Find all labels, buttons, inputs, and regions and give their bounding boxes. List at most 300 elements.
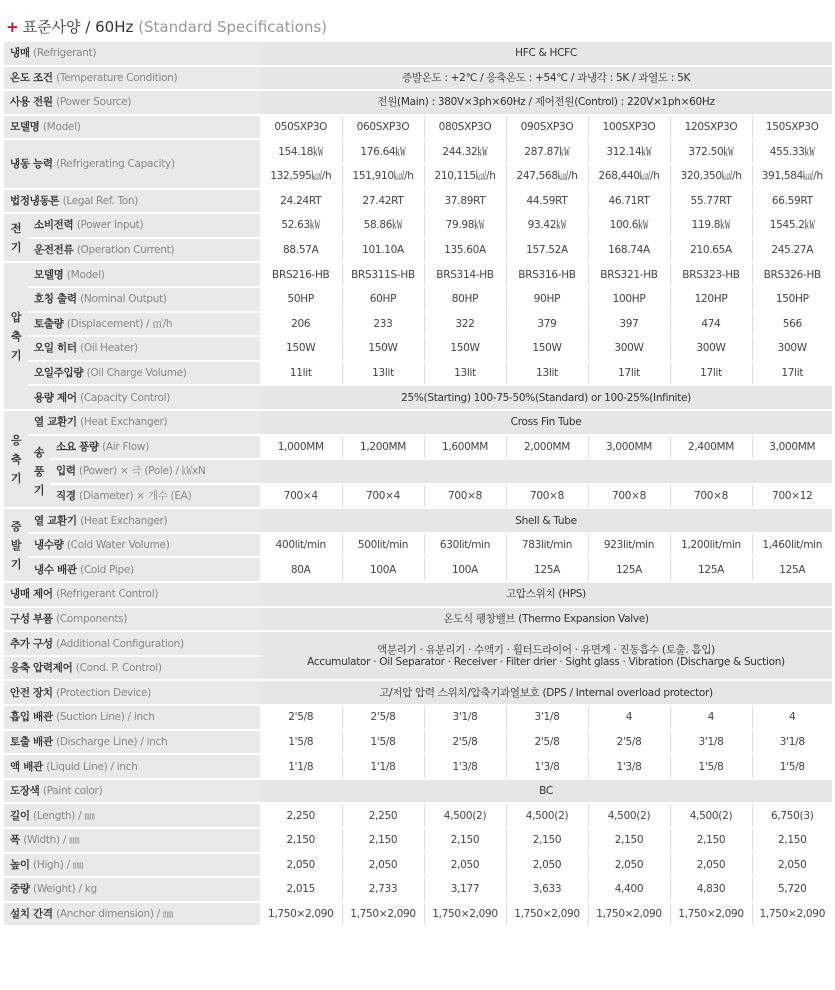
cell-value: 5,720 (752, 877, 832, 902)
cell-value: 1'3/8 (424, 754, 506, 779)
row-label-protection (4, 680, 260, 705)
cell-value: 3'1/8 (670, 730, 752, 755)
cell-value: 2,733 (342, 877, 424, 902)
label-ko: 토출 배관 (10, 735, 53, 748)
cell-value: 300W (752, 336, 832, 361)
label-en: (Power Source) (56, 96, 132, 109)
cell-value: 1,750×2,090 (342, 902, 424, 927)
row-label-components (4, 607, 260, 632)
row-label-comp_model (28, 262, 260, 287)
cell-value: 37.89RT (424, 189, 506, 214)
cell-value: BRS216-HB (260, 262, 342, 287)
cell-value: 300W (588, 336, 670, 361)
cell-value: BRS323-HB (670, 262, 752, 287)
cell-value: BRS311S-HB (342, 262, 424, 287)
label-ko: 냉매 (10, 47, 30, 60)
cell-value: 210,115㎉/h (424, 164, 506, 189)
cell-value: 44.59RT (506, 189, 588, 214)
cell-value: 1'3/8 (588, 754, 670, 779)
merged-value: 고/저압 압력 스위치/압축기과열보호 (DPS / Internal overload protector) (260, 680, 832, 705)
cell-value: 050SXP3O (260, 115, 342, 140)
label-en: (Oil Heater) (80, 342, 138, 355)
cell-value: BRS326-HB (752, 262, 832, 287)
label-en: (Diameter) × 개수 (EA) (79, 489, 192, 502)
cell-value: 1'1/8 (342, 754, 424, 779)
cell-value: 1'5/8 (752, 754, 832, 779)
plus-icon: + (6, 18, 19, 36)
cell-value: 566 (752, 312, 832, 337)
label-en: (Refrigerating Capacity) (56, 157, 175, 170)
merged-value: 전원(Main) : 380V×3ph×60Hz / 제어전원(Control) : 220V×1ph×60Hz (260, 90, 832, 115)
group-cond_group (4, 410, 28, 508)
row-label-paint (4, 779, 260, 804)
cell-value: 120SXP3O (670, 115, 752, 140)
label-en: (Model) (42, 121, 81, 134)
label-en: (Paint color) (42, 785, 103, 798)
row-label-anchor (4, 902, 260, 927)
row-protection (4, 680, 832, 705)
cell-value: 2,050 (342, 853, 424, 878)
label-en: (Air Flow) (102, 440, 150, 453)
label-en: (Suction Line) / inch (56, 711, 155, 724)
cell-value: BRS314-HB (424, 262, 506, 287)
label-en: (Additional Configuration) (56, 637, 184, 650)
row-label-length (4, 803, 260, 828)
label-en: (Length) / ㎜ (33, 809, 95, 822)
row-label-nominal (28, 287, 260, 312)
cell-value: 24.24RT (260, 189, 342, 214)
cell-value: 66.59RT (752, 189, 832, 214)
group-char: 발 (10, 538, 22, 552)
label-en: (Displacement) / ㎥/h (66, 317, 173, 330)
merged-value: Cross Fin Tube (260, 410, 832, 435)
label-ko: 냉수량 (34, 539, 64, 552)
cell-value: 233 (342, 312, 424, 337)
merged-value: Shell & Tube (260, 508, 832, 533)
label-ko: 소요 풍량 (56, 440, 99, 453)
row-power-source (4, 90, 832, 115)
label-ko: 호칭 출력 (34, 293, 77, 306)
cell-value: 101.10A (342, 238, 424, 263)
cell-value: 090SXP3O (506, 115, 588, 140)
cell-value: 2,250 (342, 803, 424, 828)
merged-value: 온도식 팽창밸브 (Thermo Expansion Valve) (260, 607, 832, 632)
cell-value: 90HP (506, 287, 588, 312)
cell-value: 3'1/8 (424, 705, 506, 730)
cell-value: 500lit/min (342, 533, 424, 558)
cell-value: BRS321-HB (588, 262, 670, 287)
cell-value: 4,400 (588, 877, 670, 902)
label-ko: 오일 히터 (34, 342, 77, 355)
label-ko: 흡입 배관 (10, 711, 53, 724)
cell-value: 455.33㎾ (752, 139, 832, 164)
cell-value: 150W (342, 336, 424, 361)
row-label-cond_hx (28, 410, 260, 435)
label-en: (Discharge Line) / inch (56, 735, 168, 748)
cell-value: 88.57A (260, 238, 342, 263)
cell-value: 60HP (342, 287, 424, 312)
cell-value: 6,750(3) (752, 803, 832, 828)
cell-value: 700×4 (342, 484, 424, 509)
row-temp (4, 66, 832, 91)
row-air-flow (4, 435, 832, 460)
row-high (4, 853, 832, 878)
label-ko: 용량 제어 (34, 391, 77, 404)
cell-value: 151,910㎉/h (342, 164, 424, 189)
row-label-op_current (28, 238, 260, 263)
cell-value: 312.14㎾ (588, 139, 670, 164)
cell-value: 630lit/min (424, 533, 506, 558)
cell-value: 1'1/8 (260, 754, 342, 779)
row-label-additional (4, 631, 260, 656)
row-label-high (4, 853, 260, 878)
cell-value: 100.6㎾ (588, 213, 670, 238)
row-label-weight (4, 877, 260, 902)
row-displacement (4, 312, 832, 337)
cell-value: 125A (506, 557, 588, 582)
row-op-current (4, 238, 832, 263)
cell-value: 4,830 (670, 877, 752, 902)
cell-value: 2,150 (506, 828, 588, 853)
cell-value: 287.87㎾ (506, 139, 588, 164)
label-ko: 운전전류 (34, 244, 74, 257)
cell-value: 157.52A (506, 238, 588, 263)
cell-value: 4 (752, 705, 832, 730)
cell-value: 2,400MM (670, 435, 752, 460)
cell-value: 700×8 (670, 484, 752, 509)
cell-value: 391,584㎉/h (752, 164, 832, 189)
cell-value: 372.50㎾ (670, 139, 752, 164)
cell-value: 58.86㎾ (342, 213, 424, 238)
cell-value: 1,750×2,090 (424, 902, 506, 927)
row-label-capacity (4, 139, 260, 188)
cell-value: 100A (342, 557, 424, 582)
cell-value: 4 (670, 705, 752, 730)
cell-value: 2,150 (670, 828, 752, 853)
row-evap-hx (4, 508, 832, 533)
cell-value: 1,200MM (342, 435, 424, 460)
cell-value: 46.71RT (588, 189, 670, 214)
spec-table-body (4, 42, 832, 926)
row-weight (4, 877, 832, 902)
title-ko: 표준사양 / 60Hz (22, 18, 134, 36)
label-en: (Power Input) (76, 219, 144, 232)
row-suction (4, 705, 832, 730)
cell-value: 2'5/8 (424, 730, 506, 755)
label-ko: 냉동 능력 (10, 157, 53, 170)
row-oil-charge (4, 361, 832, 386)
row-label-legal_ton (4, 189, 260, 214)
label-en: (Weight) / kg (33, 883, 97, 896)
row-label-refrigerant (4, 42, 260, 66)
cell-value: 2,250 (260, 803, 342, 828)
cell-value: 119.8㎾ (670, 213, 752, 238)
cell-value: 2,050 (506, 853, 588, 878)
label-en: (Temperature Condition) (56, 71, 178, 84)
cell-value: 4 (588, 705, 670, 730)
cell-value: 923lit/min (588, 533, 670, 558)
cell-value: 100A (424, 557, 506, 582)
label-ko: 소비전력 (34, 219, 74, 232)
row-label-oil_charge (28, 361, 260, 386)
merged-value: 25%(Starting) 100-75-50%(Standard) or 100-25%(Infinite) (260, 385, 832, 410)
cell-value: 2'5/8 (506, 730, 588, 755)
row-label-temp (4, 66, 260, 91)
cell-value: 2,050 (588, 853, 670, 878)
label-en: (Nominal Output) (80, 293, 167, 306)
label-en: (Model) (66, 268, 105, 281)
cell-value: 783lit/min (506, 533, 588, 558)
cell-value: 125A (588, 557, 670, 582)
row-anchor (4, 902, 832, 927)
cell-value: 2,050 (752, 853, 832, 878)
cell-value: 2'5/8 (342, 705, 424, 730)
cell-value: 1,750×2,090 (506, 902, 588, 927)
cell-value: 2,150 (260, 828, 342, 853)
label-ko: 온도 조건 (10, 71, 53, 84)
row-label-power_source (4, 90, 260, 115)
group-char: 기 (10, 471, 22, 485)
cell-value: 320,350㎉/h (670, 164, 752, 189)
cell-value: 176.64㎾ (342, 139, 424, 164)
group-char: 기 (10, 240, 22, 254)
cell-value: 150SXP3O (752, 115, 832, 140)
cell-value: 17lit (670, 361, 752, 386)
cell-value: 1,000MM (260, 435, 342, 460)
cell-value: 100SXP3O (588, 115, 670, 140)
cell-value: 2,150 (588, 828, 670, 853)
group-fan_group (28, 435, 50, 509)
cell-value: 3,177 (424, 877, 506, 902)
row-capacity-kw (4, 139, 832, 164)
cell-value: 300W (670, 336, 752, 361)
row-oil-heater (4, 336, 832, 361)
cell-value: 13lit (506, 361, 588, 386)
label-ko: 법정냉동톤 (10, 194, 60, 207)
label-ko: 액 배관 (10, 760, 43, 773)
cell-value: 3,000MM (588, 435, 670, 460)
cell-value: 1'3/8 (506, 754, 588, 779)
cell-value: 2,000MM (506, 435, 588, 460)
cell-value: 268,440㎉/h (588, 164, 670, 189)
label-ko: 모델명 (34, 268, 64, 281)
cell-value: 322 (424, 312, 506, 337)
cell-value: 93.42㎾ (506, 213, 588, 238)
cell-value: 4,500(2) (588, 803, 670, 828)
group-evap_group (4, 508, 28, 582)
cell-value: 17lit (588, 361, 670, 386)
cell-value: 2,050 (260, 853, 342, 878)
row-label-fan_dia (50, 484, 260, 509)
label-en: (Cold Water Volume) (66, 539, 170, 552)
cell-value: 1,750×2,090 (670, 902, 752, 927)
row-label-ref_control (4, 582, 260, 607)
group-comp_group (4, 262, 28, 410)
label-ko: 구성 부품 (10, 612, 53, 625)
label-en: (Protection Device) (56, 686, 151, 699)
cell-value: 52.63㎾ (260, 213, 342, 238)
label-en: (Oil Charge Volume) (86, 367, 187, 380)
label-en: (Components) (56, 612, 128, 625)
title-en: (Standard Specifications) (138, 18, 327, 36)
cell-value: 125A (670, 557, 752, 582)
group-char: 전 (10, 221, 22, 235)
cell-value: 1,750×2,090 (260, 902, 342, 927)
row-fan-dia (4, 484, 832, 509)
label-ko: 토출량 (34, 317, 64, 330)
cell-value: 154.18㎾ (260, 139, 342, 164)
cell-value: 3'1/8 (752, 730, 832, 755)
cell-value: 2,050 (670, 853, 752, 878)
label-ko: 길이 (10, 809, 30, 822)
label-en: (Heat Exchanger) (80, 514, 168, 527)
label-en: (Cold Pipe) (80, 563, 134, 576)
row-fan-power (4, 459, 832, 484)
row-additional (4, 631, 832, 656)
label-ko: 모델명 (10, 121, 40, 134)
row-cold-pipe (4, 557, 832, 582)
cell-value: 700×8 (506, 484, 588, 509)
cell-value: 150W (424, 336, 506, 361)
row-label-width (4, 828, 260, 853)
row-label-cond_p (4, 656, 260, 681)
cell-value: 120HP (670, 287, 752, 312)
group-char: 압 (10, 310, 22, 324)
cell-value: 13lit (342, 361, 424, 386)
cell-value: 132,595㎉/h (260, 164, 342, 189)
label-en: (Width) / ㎜ (23, 834, 80, 847)
cell-value: 400lit/min (260, 533, 342, 558)
cell-value: 80HP (424, 287, 506, 312)
row-label-power_input (28, 213, 260, 238)
label-en: (High) / ㎜ (33, 858, 84, 871)
row-label-model (4, 115, 260, 140)
row-label-discharge (4, 730, 260, 755)
cell-value: 060SXP3O (342, 115, 424, 140)
group-elec_group (4, 213, 28, 262)
cell-value: 2,150 (752, 828, 832, 853)
row-power-input (4, 213, 832, 238)
cell-value: 168.74A (588, 238, 670, 263)
row-label-fan_power (50, 459, 260, 484)
label-ko: 추가 구성 (10, 637, 53, 650)
merged-value: 증발온도 : +2℃ / 응축온도 : +54℃ / 과냉각 : 5K / 과열도 : 5K (260, 66, 832, 91)
cell-value: 2,015 (260, 877, 342, 902)
cell-value: 1'5/8 (342, 730, 424, 755)
row-label-suction (4, 705, 260, 730)
cell-value: 3'1/8 (506, 705, 588, 730)
cell-value: 206 (260, 312, 342, 337)
cell-value: 700×12 (752, 484, 832, 509)
empty-cell (260, 459, 832, 484)
cell-value: 1,750×2,090 (752, 902, 832, 927)
row-cold-water (4, 533, 832, 558)
row-nominal (4, 287, 832, 312)
label-en: (Power) × 극 (Pole) / ㎾xN (79, 465, 206, 478)
label-en: (Refrigerant) (33, 47, 97, 60)
cell-value: 150W (506, 336, 588, 361)
row-label-displacement (28, 312, 260, 337)
label-ko: 설치 간격 (10, 908, 53, 921)
merged-value: BC (260, 779, 832, 804)
label-ko: 냉매 제어 (10, 588, 53, 601)
cell-value: 2,150 (342, 828, 424, 853)
cell-value: 2,050 (424, 853, 506, 878)
cell-value: 125A (752, 557, 832, 582)
row-label-cap_control (28, 385, 260, 410)
label-en: (Liquid Line) / inch (46, 760, 138, 773)
group-char: 풍 (33, 464, 45, 478)
cell-value: 244.32㎾ (424, 139, 506, 164)
cell-value: 210.65A (670, 238, 752, 263)
label-en: (Capacity Control) (80, 391, 171, 404)
cell-value: 4,500(2) (670, 803, 752, 828)
additional-value (260, 631, 832, 680)
cell-value: 4,500(2) (506, 803, 588, 828)
cell-value: 3,000MM (752, 435, 832, 460)
row-label-air_flow (50, 435, 260, 460)
label-ko: 사용 전원 (10, 96, 53, 109)
row-cap-control (4, 385, 832, 410)
cell-value: 2'5/8 (588, 730, 670, 755)
group-char: 기 (33, 483, 45, 497)
cell-value: 1,600MM (424, 435, 506, 460)
cell-value: 700×8 (588, 484, 670, 509)
cell-value: 080SXP3O (424, 115, 506, 140)
row-width (4, 828, 832, 853)
label-ko: 직경 (56, 489, 76, 502)
label-ko: 폭 (10, 834, 20, 847)
group-char: 축 (10, 329, 22, 343)
row-length (4, 803, 832, 828)
label-ko: 열 교환기 (34, 416, 77, 429)
group-char: 기 (10, 557, 22, 571)
label-ko: 높이 (10, 858, 30, 871)
label-ko: 중량 (10, 883, 30, 896)
label-ko: 냉수 배관 (34, 563, 77, 576)
label-ko: 안전 장치 (10, 686, 53, 699)
cell-value: BRS316-HB (506, 262, 588, 287)
row-model (4, 115, 832, 140)
label-ko: 응축 압력제어 (10, 662, 73, 675)
page-title (6, 16, 327, 37)
cell-value: 1,750×2,090 (588, 902, 670, 927)
row-discharge (4, 730, 832, 755)
label-en: (Anchor dimension) / ㎜ (56, 908, 174, 921)
merged-value: HFC & HCFC (260, 42, 832, 66)
cell-value: 474 (670, 312, 752, 337)
cell-value: 4,500(2) (424, 803, 506, 828)
row-label-cold_water (28, 533, 260, 558)
label-ko: 오일주입량 (34, 367, 84, 380)
cell-value: 1,460lit/min (752, 533, 832, 558)
cell-value: 1'5/8 (670, 754, 752, 779)
group-char: 축 (10, 452, 22, 466)
label-ko: 열 교환기 (34, 514, 77, 527)
label-en: (Legal Ref. Ton) (62, 194, 139, 207)
additional-line2: Accumulator · Oil Separator · Receiver · Filter drier · Sight glass · Vibration (Discharge & Suction) (307, 655, 785, 668)
label-en: (Heat Exchanger) (80, 416, 168, 429)
row-components (4, 607, 832, 632)
group-char: 송 (33, 445, 45, 459)
label-en: (Operation Current) (76, 244, 175, 257)
cell-value: 700×4 (260, 484, 342, 509)
label-en: (Refrigerant Control) (56, 588, 159, 601)
cell-value: 55.77RT (670, 189, 752, 214)
row-ref-control (4, 582, 832, 607)
cell-value: 379 (506, 312, 588, 337)
label-ko: 도장색 (10, 785, 40, 798)
